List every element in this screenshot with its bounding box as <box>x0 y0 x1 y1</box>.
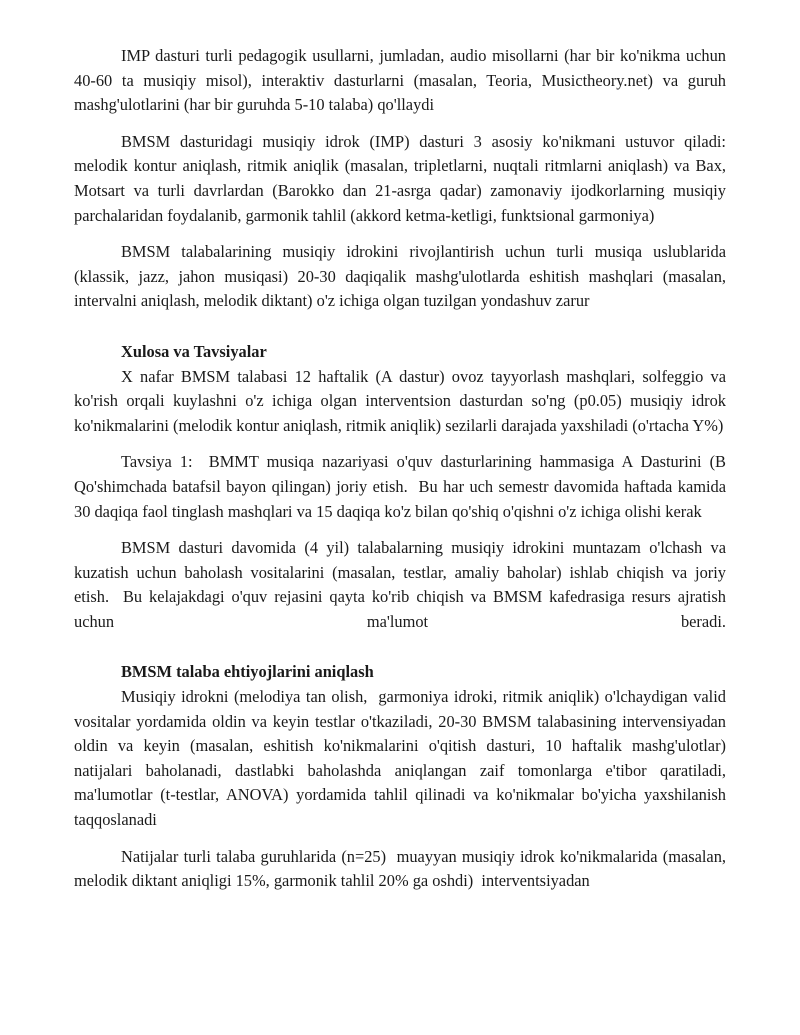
paragraph-conclusion-result: X nafar BMSM talabasi 12 haftalik (A dastur) ovoz tayyorlash mashqlari, solfeggio va ko'rish orqali kuylashni o'z ichiga olgan interventsion dasturdan so'ng (p0.05) musiqiy idrok ko'nikmalarini (melodik kontur aniqlash, ritmik aniqlik) sezilarli darajada yaxshiladi (o'rtacha Y%) <box>74 366 726 435</box>
document-page <box>74 44 726 894</box>
paragraph-results: Natijalar turli talaba guruhlarida (n=25) muayyan musiqiy idrok ko'nikmalarida (masalan, melodik diktant aniqligi 15%, garmonik tahlil 20% ga oshdi) interventsiyadan <box>74 846 726 891</box>
paragraph-pre-post-tests: Musiqiy idrokni (melodiya tan olish, garmoniya idroki, ritmik aniqlik) o'lchaydigan valid vositalar yordamida oldin va keyin testlar o'tkaziladi, 20-30 BMSM talabasining intervensiyadan oldin va keyin (masalan, eshitish ko'nikmalarini o'qitish dasturi, 10 haftalik mashg'ulotlar) natijalari baholanadi, dastlabki baholashda aniqlangan zaif tomonlarga e'tibor qaratiladi, ma'lumotlar (t-testlar, ANOVA) yordamida tahlil qilinadi va ko'nikmalar bo'yicha yaxshilanish taqqoslanadi <box>74 687 726 830</box>
section-heading-needs: BMSM talaba ehtiyojlarini aniqlash <box>121 662 374 682</box>
paragraph-recommendation-1: Tavsiya 1: BMMT musiqa nazariyasi o'quv dasturlarining hammasiga A Dasturini (B Qo'shimchada batafsil bayon qilingan) joriy etish. Bu har uch semestr davomida haftada kamida 30 daqiqa faol tinglash mashqlari va 15 daqiqa ko'z bilan qo'shiq o'qishni o'z ichiga olishi kerak <box>74 452 726 521</box>
paragraph-imp-methods: IMP dasturi turli pedagogik usullarni, jumladan, audio misollarni (har bir ko'nikma uchun 40-60 ta musiqiy misol), interaktiv dasturlarni (masalan, Teoria, Musictheory.net) va guruh mashg'ulotlarini (har bir guruhda 5-10 talaba) qo'llaydi <box>74 46 726 115</box>
section-heading-conclusions: Xulosa va Tavsiyalar <box>121 341 267 361</box>
paragraph-structured-approach: BMSM talabalarining musiqiy idrokini rivojlantirish uchun turli musiqa uslublarida (klassik, jazz, jahon musiqasi) 20-30 daqiqalik mashg'ulotlarda eshitish mashqlari (masalan, intervalni aniqlash, melodik diktant) o'z ichiga olgan tuzilgan yondashuv zarur <box>74 242 726 311</box>
paragraph-assessment-tools: BMSM dasturi davomida (4 yil) talabalarning musiqiy idrokini muntazam o'lchash va kuzatish uchun baholash vositalarini (masalan, testlar, amaliy baholar) ishlab chiqish va joriy etish. Bu kelajakdagi o'quv rejasini qayta ko'rib chiqish va BMSM kafedrasiga resurs ajratish uchun ma'lumot beradi. <box>74 538 726 631</box>
paragraph-imp-skills: BMSM dasturidagi musiqiy idrok (IMP) dasturi 3 asosiy ko'nikmani ustuvor qiladi: melodik kontur aniqlash, ritmik aniqlik (masalan, tripletlarni, nuqtali ritmlarni aniqlash) va Bax, Motsart va turli davrlardan (Barokko dan 21-asrga qadar) zamonaviy ijodkorlarning musiqiy parchalaridan foydalanib, garmonik tahlil (akkord ketma-ketligi, funktsional garmoniya) <box>74 131 726 225</box>
